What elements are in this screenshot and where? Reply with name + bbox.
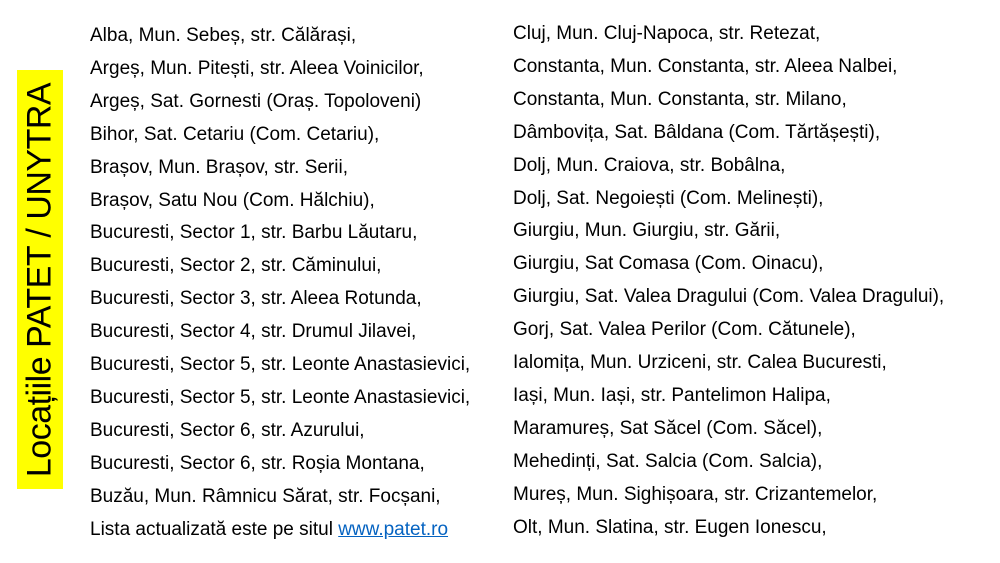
location-line: Buzău, Mun. Râmnicu Sărat, str. Focșani, <box>90 485 441 507</box>
location-line: Bihor, Sat. Cetariu (Com. Cetariu), <box>90 123 380 145</box>
location-line: Brașov, Mun. Brașov, str. Serii, <box>90 156 348 178</box>
location-line: Argeș, Sat. Gornesti (Oraș. Topoloveni) <box>90 90 422 112</box>
location-line: Bucuresti, Sector 5, str. Leonte Anastasievici, <box>90 354 471 376</box>
location-line: Bucuresti, Sector 3, str. Aleea Rotunda, <box>90 288 422 310</box>
location-line: Bucuresti, Sector 6, str. Roșia Montana, <box>90 452 425 474</box>
location-line: Bucuresti, Sector 6, str. Azurului, <box>90 419 365 441</box>
location-line: Bucuresti, Sector 1, str. Barbu Lăutaru, <box>90 222 418 244</box>
location-line: Cluj, Mun. Cluj-Napoca, str. Retezat, <box>513 23 821 44</box>
location-line: Gorj, Sat. Valea Perilor (Com. Cătunele), <box>513 319 856 341</box>
patet-website-link[interactable]: www.patet.ro <box>338 518 449 540</box>
location-line: Iași, Mun. Iași, str. Pantelimon Halipa, <box>513 384 831 406</box>
locations-column-left <box>90 20 470 547</box>
banner-title: Locațiile PATET / UNYTRA <box>20 82 59 477</box>
location-line: Alba, Mun. Sebeș, str. Călărași, <box>90 25 357 46</box>
banner <box>17 70 63 489</box>
location-line: Brașov, Satu Nou (Com. Hălchiu), <box>90 189 375 211</box>
location-line: Bucuresti, Sector 2, str. Căminului, <box>90 255 382 277</box>
location-line: Dâmbovița, Sat. Bâldana (Com. Tărtășești), <box>513 121 881 143</box>
location-line: Argeș, Mun. Pitești, str. Aleea Voinicilor, <box>90 57 424 79</box>
locations-column-right <box>513 18 944 545</box>
location-line: Giurgiu, Sat. Valea Dragului (Com. Valea Dragului), <box>513 286 945 308</box>
location-line: Bucuresti, Sector 5, str. Leonte Anastasievici, <box>90 386 471 408</box>
location-line: Ialomița, Mun. Urziceni, str. Calea Bucuresti, <box>513 352 887 374</box>
location-line: Giurgiu, Mun. Giurgiu, str. Gării, <box>513 220 781 242</box>
location-line: Dolj, Sat. Negoiești (Com. Melinești), <box>513 187 824 209</box>
location-line: Constanta, Mun. Constanta, str. Milano, <box>513 88 847 110</box>
location-line: Mureș, Mun. Sighișoara, str. Crizantemelor, <box>513 483 878 505</box>
location-line: Constanta, Mun. Constanta, str. Aleea Nalbei, <box>513 55 898 77</box>
updated-list-line <box>90 514 470 547</box>
location-line: Mehedinți, Sat. Salcia (Com. Salcia), <box>513 450 823 472</box>
updated-list-text: Lista actualizată este pe situl <box>90 518 339 540</box>
location-line: Olt, Mun. Slatina, str. Eugen Ionescu, <box>513 516 827 538</box>
location-line: Bucuresti, Sector 4, str. Drumul Jilavei, <box>90 321 417 343</box>
location-line: Dolj, Mun. Craiova, str. Bobâlna, <box>513 154 786 176</box>
location-line: Giurgiu, Sat Comasa (Com. Oinacu), <box>513 253 824 275</box>
location-line: Maramureș, Sat Săcel (Com. Săcel), <box>513 417 823 439</box>
